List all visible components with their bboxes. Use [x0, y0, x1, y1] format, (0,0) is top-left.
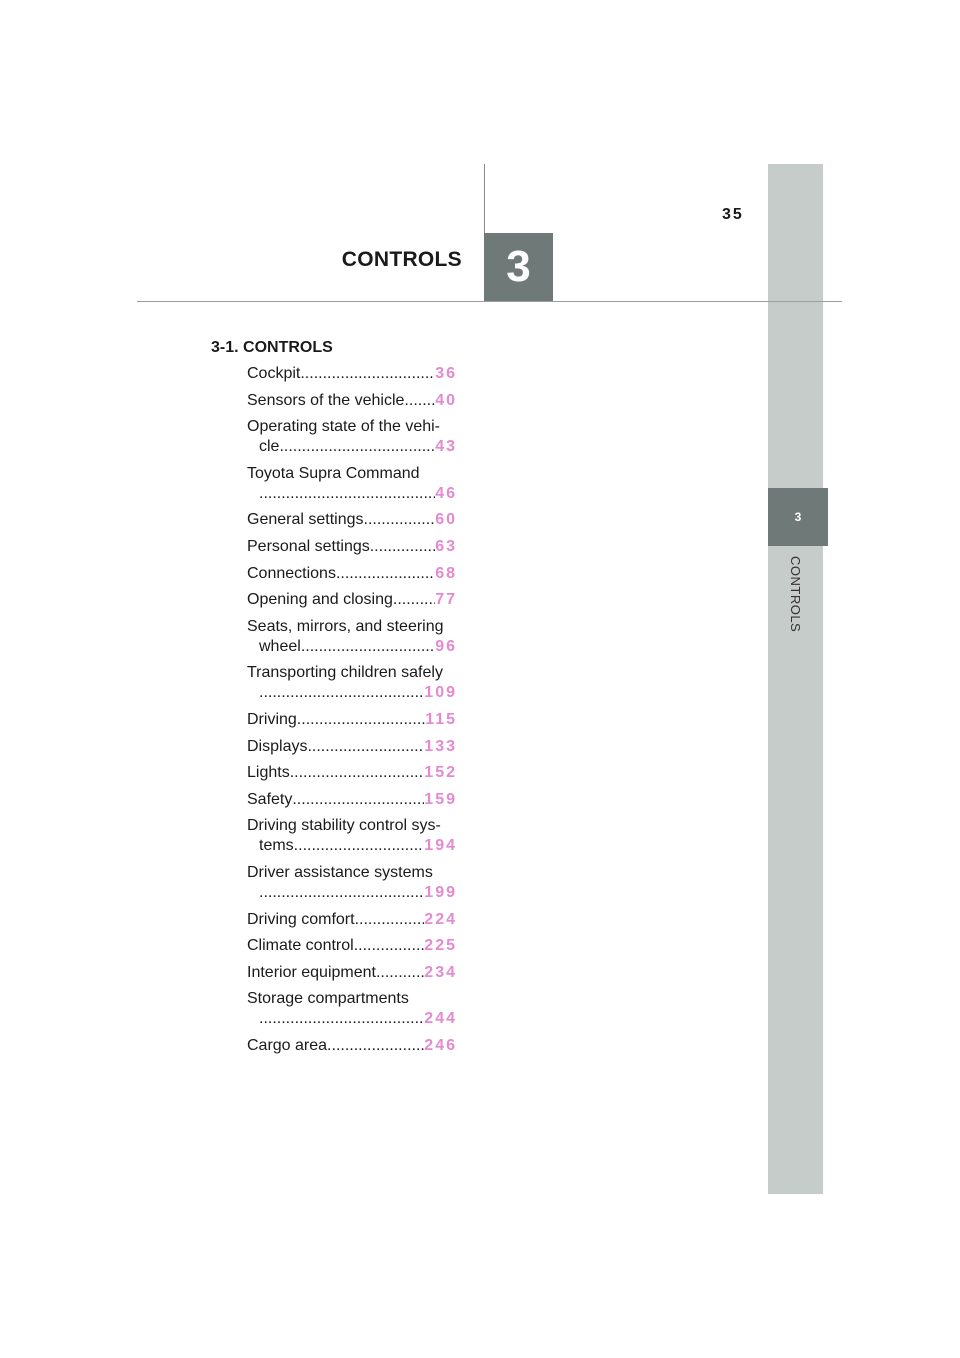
toc-page-link[interactable]: 96: [435, 637, 457, 655]
toc-page-link[interactable]: 159: [424, 790, 457, 808]
toc-entry-title: Opening and closing: [247, 591, 393, 609]
toc-entry[interactable]: [247, 790, 455, 810]
toc-entries: [211, 364, 466, 1056]
toc-entry-line: [247, 863, 455, 883]
toc-entry-title: Safety: [247, 790, 293, 808]
toc-entry[interactable]: [247, 617, 455, 657]
toc-entry[interactable]: [247, 1036, 455, 1056]
toc-entry-title: Displays: [247, 737, 308, 755]
toc-entry-line-with-page: [247, 1009, 455, 1029]
toc-entry-line-with-page: [247, 710, 455, 730]
toc-entry-line-with-page: [247, 737, 455, 757]
toc-page-link[interactable]: 244: [424, 1010, 457, 1028]
toc-leader-dots: [327, 1036, 424, 1056]
toc-entry-title: Cockpit: [247, 365, 301, 382]
toc-entry-line-with-page: [247, 910, 455, 930]
chapter-title: CONTROLS: [341, 248, 462, 271]
toc-leader-dots: [259, 1009, 424, 1029]
toc-entry-line-with-page: [247, 510, 455, 530]
toc-entry-title: Driving: [247, 710, 297, 728]
toc-leader-dots: [259, 683, 424, 703]
toc-entry-title: tems: [259, 837, 294, 855]
toc-entry-line-with-page: [247, 836, 455, 856]
toc-leader-dots: [297, 710, 425, 730]
toc-leader-dots: [307, 737, 424, 757]
toc-leader-dots: [300, 364, 435, 384]
header-vertical-rule: [484, 164, 485, 234]
toc-page-link[interactable]: 246: [424, 1036, 457, 1054]
toc-entry-title: wheel: [259, 637, 301, 655]
toc-entry[interactable]: [247, 763, 455, 783]
toc-entry-title: Personal settings: [247, 537, 370, 555]
toc-entry[interactable]: [247, 863, 455, 903]
toc-entry-title: Driving stability control sys-: [247, 817, 441, 835]
toc-page-link[interactable]: 43: [435, 438, 457, 456]
toc-leader-dots: [354, 936, 425, 956]
toc-entry-line: [247, 617, 455, 637]
toc-entry-line-with-page: [247, 936, 455, 956]
toc-leader-dots: [292, 790, 424, 810]
toc-entry-line: [247, 989, 455, 1009]
toc-entry-line-with-page: [247, 590, 455, 610]
toc-entry-title: Cargo area: [247, 1036, 328, 1054]
toc-section-heading: 3-1. CONTROLS: [211, 339, 333, 356]
toc-leader-dots: [355, 910, 425, 930]
toc-entry[interactable]: [247, 816, 455, 856]
toc-entry-line: [247, 417, 455, 437]
toc-leader-dots: [279, 437, 435, 457]
toc-page-link[interactable]: 63: [435, 537, 457, 555]
side-chapter-label-wrap: [783, 556, 803, 666]
toc-entry[interactable]: [247, 537, 455, 557]
side-chapter-tab[interactable]: 3: [768, 488, 828, 546]
toc-leader-dots: [404, 391, 435, 411]
side-chapter-label: CONTROLS: [788, 556, 803, 633]
toc-entry-line-with-page: [247, 637, 455, 657]
toc-entry-line-with-page: [247, 963, 455, 983]
toc-leader-dots: [336, 564, 435, 584]
toc-entry-line: [247, 464, 455, 484]
toc-page-link[interactable]: 225: [424, 937, 457, 955]
toc-leader-dots: [301, 637, 435, 657]
toc-leader-dots: [376, 963, 424, 983]
toc-page-link[interactable]: 234: [424, 963, 457, 981]
toc-page-link[interactable]: 77: [435, 591, 457, 609]
toc-entry-title: Seats, mirrors, and steering: [247, 617, 444, 635]
toc-entry-title: Transporting children safely: [247, 664, 443, 682]
toc-leader-dots: [370, 537, 435, 557]
toc-entry-title: Climate control: [247, 937, 354, 955]
page-number: 35: [722, 206, 744, 223]
toc-entry-line-with-page: [247, 537, 455, 557]
toc-entry-line-with-page: [247, 364, 455, 384]
header-rule: [137, 301, 842, 302]
toc-entry-title: Toyota Supra Command: [247, 464, 420, 482]
toc-page-link[interactable]: 36: [435, 365, 457, 382]
toc-leader-dots: [290, 763, 425, 783]
toc-page-link[interactable]: 115: [425, 710, 457, 728]
toc-entry[interactable]: [247, 989, 455, 1029]
toc-entry-title: Interior equipment: [247, 963, 376, 981]
toc-leader-dots: [364, 510, 436, 530]
toc-entry[interactable]: [247, 364, 455, 384]
toc-entry-title: Operating state of the vehi-: [247, 418, 440, 436]
toc-leader-dots: [393, 590, 435, 610]
toc-entry-title: Driver assistance systems: [247, 863, 433, 881]
toc-entry-line-with-page: [247, 763, 455, 783]
toc-entry[interactable]: [247, 391, 455, 411]
side-band: [768, 164, 823, 1194]
toc-entry-title: General settings: [247, 511, 364, 529]
toc-entry[interactable]: [247, 737, 455, 757]
toc-entry-line-with-page: [247, 437, 455, 457]
table-of-contents: [211, 338, 466, 1062]
toc-entry-title: cle: [259, 438, 280, 456]
toc-entry[interactable]: [247, 417, 455, 457]
toc-entry[interactable]: [247, 590, 455, 610]
toc-entry-line: [247, 816, 455, 836]
toc-entry-line-with-page: [247, 790, 455, 810]
toc-page-link[interactable]: 152: [424, 764, 457, 782]
chapter-number: 3: [484, 233, 553, 301]
toc-page-link[interactable]: 60: [435, 511, 457, 529]
toc-page-link[interactable]: 109: [424, 684, 457, 702]
toc-entry-title: Lights: [247, 764, 290, 782]
toc-entry[interactable]: [247, 910, 455, 930]
toc-page-link[interactable]: 133: [424, 737, 457, 755]
toc-page-link[interactable]: 46: [435, 484, 457, 502]
toc-entry-title: Connections: [247, 564, 336, 582]
toc-entry[interactable]: [247, 564, 455, 584]
toc-entry-line-with-page: [247, 883, 455, 903]
toc-entry[interactable]: [247, 510, 455, 530]
toc-page-link[interactable]: 68: [435, 564, 457, 582]
toc-entry-line-with-page: [247, 683, 455, 703]
toc-entry[interactable]: [247, 663, 455, 703]
toc-entry-title: Storage compartments: [247, 990, 409, 1008]
toc-leader-dots: [259, 883, 424, 903]
toc-entry[interactable]: [247, 710, 455, 730]
toc-entry-line-with-page: [247, 564, 455, 584]
toc-entry[interactable]: [247, 963, 455, 983]
toc-entry-title: Sensors of the vehicle: [247, 391, 405, 409]
toc-entry-line-with-page: [247, 391, 455, 411]
toc-entry-line-with-page: [247, 1036, 455, 1056]
toc-page-link[interactable]: 40: [435, 391, 457, 409]
toc-entry-title: Driving comfort: [247, 910, 355, 928]
toc-leader-dots: [294, 836, 425, 856]
toc-leader-dots: [259, 484, 435, 504]
toc-entry[interactable]: [247, 464, 455, 504]
toc-entry-line: [247, 663, 455, 683]
toc-page-link[interactable]: 199: [424, 883, 457, 901]
toc-entry-line-with-page: [247, 484, 455, 504]
toc-page-link[interactable]: 194: [424, 837, 457, 855]
toc-page-link[interactable]: 224: [424, 910, 457, 928]
toc-entry[interactable]: [247, 936, 455, 956]
